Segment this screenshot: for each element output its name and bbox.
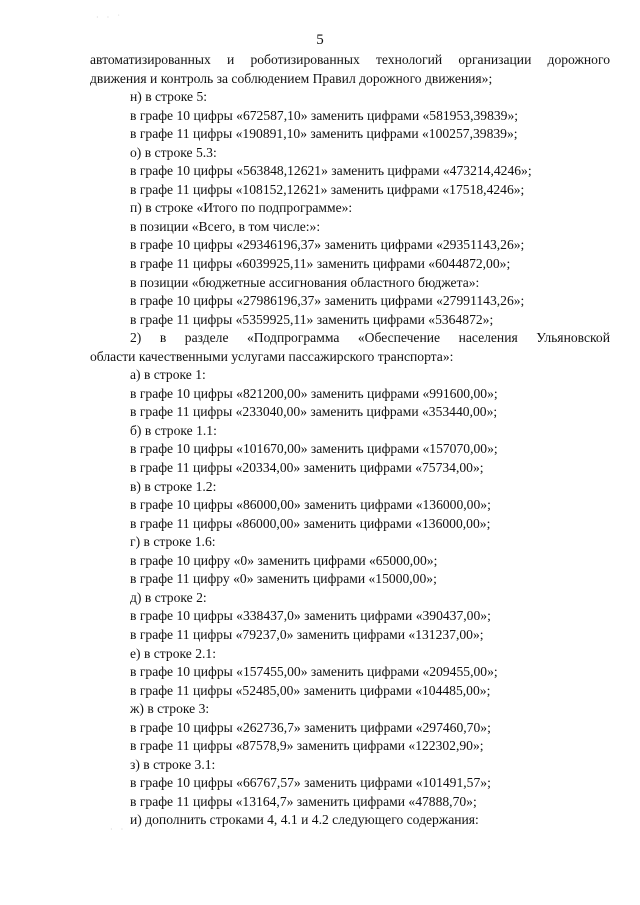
text-line: в графе 10 цифры «29346196,37» заменить цифрами «29351143,26»;	[130, 237, 525, 253]
text-line: в графе 11 цифры «87578,9» заменить цифрами «122302,90»;	[130, 738, 484, 754]
text-line: в графе 11 цифры «108152,12621» заменить цифрами «17518,4246»;	[130, 181, 525, 197]
text-line: о) в строке 5.3:	[130, 144, 217, 160]
text-line: в позиции «бюджетные ассигнования областного бюджета»:	[130, 274, 480, 290]
text-line: в графе 10 цифры «101670,00» заменить цифрами «157070,00»;	[130, 441, 498, 457]
text-line: в графе 10 цифры «821200,00» заменить цифрами «991600,00»;	[130, 385, 498, 401]
text-line: а) в строке 1:	[130, 367, 206, 383]
text-line: автоматизированных и роботизированных технологий организации дорожного	[90, 52, 610, 67]
text-line: п) в строке «Итого по подпрограмме»:	[130, 200, 353, 216]
text-line: в графе 11 цифры «79237,0» заменить цифрами «131237,00»;	[130, 626, 484, 642]
text-line: 2) в разделе «Подпрограмма «Обеспечение населения Ульяновской	[130, 330, 610, 346]
page-number: 5	[316, 32, 324, 48]
text-line: в графе 11 цифры «13164,7» заменить цифрами «47888,70»;	[130, 793, 477, 809]
text-line: в графе 11 цифры «52485,00» заменить цифрами «104485,00»;	[130, 682, 491, 698]
text-line: г) в строке 1.6:	[130, 534, 216, 550]
text-line: в графе 10 цифры «338437,0» заменить цифрами «390437,00»;	[130, 608, 491, 624]
text-line: в графе 10 цифры «262736,7» заменить цифрами «297460,70»;	[130, 719, 491, 735]
text-line: в графе 10 цифры «66767,57» заменить цифрами «101491,57»;	[130, 775, 491, 791]
text-line: н) в строке 5:	[130, 89, 208, 105]
text-line: в графе 11 цифры «86000,00» заменить цифрами «136000,00»;	[130, 515, 491, 531]
text-line: в) в строке 1.2:	[130, 478, 217, 494]
text-line: движения и контроль за соблюдением Правил дорожного движения»;	[90, 70, 493, 86]
text-line: в графе 10 цифру «0» заменить цифрами «65000,00»;	[130, 552, 438, 568]
text-line: в графе 10 цифры «27986196,37» заменить цифрами «27991143,26»;	[130, 293, 525, 309]
scan-artifact: · ·	[110, 825, 127, 834]
text-line: в графе 11 цифры «20334,00» заменить цифрами «75734,00»;	[130, 460, 484, 476]
text-line: в графе 10 цифры «86000,00» заменить цифрами «136000,00»;	[130, 497, 491, 513]
text-line: в графе 11 цифры «190891,10» заменить цифрами «100257,39839»;	[130, 126, 518, 142]
text-line: е) в строке 2.1:	[130, 645, 216, 661]
text-line: в графе 10 цифры «157455,00» заменить цифрами «209455,00»;	[130, 664, 498, 680]
text-line: области качественными услугами пассажирского транспорта»:	[90, 348, 454, 364]
text-line: в графе 11 цифры «5359925,11» заменить цифрами «5364872»;	[130, 311, 494, 327]
text-line: в графе 11 цифры «233040,00» заменить цифрами «353440,00»;	[130, 404, 498, 420]
text-line: в графе 10 цифры «672587,10» заменить цифрами «581953,39839»;	[130, 107, 519, 123]
text-line: з) в строке 3.1:	[130, 756, 216, 772]
text-line: в позиции «Всего, в том числе:»:	[130, 218, 321, 234]
scan-artifact: · · ˙	[96, 13, 123, 22]
text-line: д) в строке 2:	[130, 589, 207, 605]
text-line: б) в строке 1.1:	[130, 422, 217, 438]
text-line: в графе 10 цифры «563848,12621» заменить цифрами «473214,4246»;	[130, 163, 532, 179]
text-line: ж) в строке 3:	[130, 701, 210, 717]
text-line: и) дополнить строками 4, 4.1 и 4.2 следующего содержания:	[130, 812, 479, 828]
document-body	[90, 51, 610, 830]
text-line: в графе 11 цифры «6039925,11» заменить цифрами «6044872,00»;	[130, 256, 511, 272]
text-line: в графе 11 цифру «0» заменить цифрами «15000,00»;	[130, 571, 437, 587]
